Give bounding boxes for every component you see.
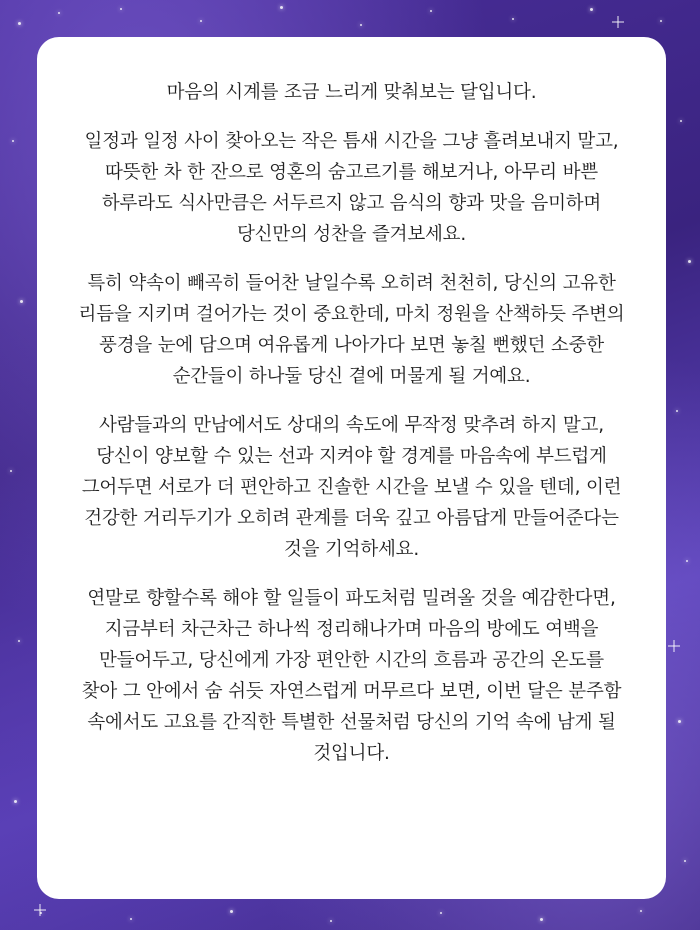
paragraph-1 [53,77,650,108]
paragraph-3 [53,268,650,392]
text-line: 따뜻한 차 한 잔으로 영혼의 숨고르기를 해보거나, 아무리 바쁜 [105,162,598,183]
message-card [37,37,666,899]
text-line: 당신이 양보할 수 있는 선과 지켜야 할 경계를 마음속에 부드럽게 [96,446,607,467]
text-line: 일정과 일정 사이 찾아오는 작은 틈새 시간을 그냥 흘려보내지 말고, [84,131,619,152]
text-line: 찾아 그 안에서 숨 쉬듯 자연스럽게 머무르다 보면, 이번 달은 분주함 [81,681,622,702]
text-line: 풍경을 눈에 담으며 여유롭게 나아가다 보면 놓칠 뻔했던 소중한 [99,335,604,356]
text-line: 지금부터 차근차근 하나씩 정리해나가며 마음의 방에도 여백을 [104,619,599,640]
text-line: 마음의 시계를 조금 느리게 맞춰보는 달입니다. [166,82,537,103]
paragraph-4 [53,410,650,565]
text-line: 순간들이 하나둘 당신 곁에 머물게 될 거예요. [172,366,531,387]
text-line: 속에서도 고요를 간직한 특별한 선물처럼 당신의 기억 속에 남게 될 [87,712,616,733]
text-line: 리듬을 지키며 걸어가는 것이 중요한데, 마치 정원을 산책하듯 주변의 [78,304,625,325]
text-line: 하루라도 식사만큼은 서두르지 않고 음식의 향과 맛을 음미하며 [101,193,602,214]
text-line: 것입니다. [313,743,390,764]
text-line: 만들어두고, 당신에게 가장 편안한 시간의 흐름과 공간의 온도를 [99,650,604,671]
text-line: 그어두면 서로가 더 편안하고 진솔한 시간을 보낼 수 있을 텐데, 이런 [81,477,622,498]
text-line: 건강한 거리두기가 오히려 관계를 더욱 깊고 아름답게 만들어준다는 [84,508,619,529]
text-line: 사람들과의 만남에서도 상대의 속도에 무작정 맞추려 하지 말고, [99,415,604,436]
text-line: 것을 기억하세요. [283,539,420,560]
paragraph-2 [53,126,650,250]
text-line: 연말로 향할수록 해야 할 일들이 파도처럼 밀려올 것을 예감한다면, [87,588,616,609]
paragraph-5 [53,583,650,769]
text-line: 당신만의 성찬을 즐겨보세요. [236,224,467,245]
text-line: 특히 약속이 빼곡히 들어찬 날일수록 오히려 천천히, 당신의 고유한 [87,273,616,294]
